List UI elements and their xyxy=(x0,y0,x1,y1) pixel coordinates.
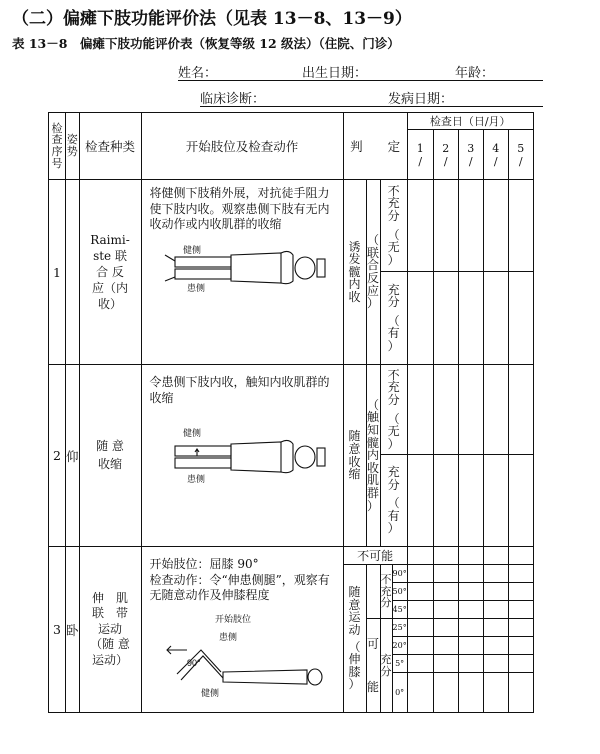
date-column-1[interactable]: 1 / xyxy=(407,130,433,180)
row-1-judge-main: 诱 发 髋 内 收 xyxy=(343,180,366,365)
date-column-5[interactable]: 5 / xyxy=(508,130,533,180)
row-3-judge-header: 不可能 xyxy=(343,547,407,565)
row-3-angle-20: 20° xyxy=(392,637,407,655)
row-3-cell-h3[interactable] xyxy=(458,673,483,713)
header-judgement: 判 定 xyxy=(343,113,407,180)
row-3-cell-b3[interactable] xyxy=(458,565,483,583)
svg-text:患侧: 患侧 xyxy=(187,282,206,293)
diagnosis-underline xyxy=(200,106,543,107)
row-1-action: 将健侧下肢稍外展，对抗徒手阻力使下肢内收。观察患侧下肢有无内收动作或内收肌群的收缩 健侧 患侧 xyxy=(141,180,343,365)
date-column-4[interactable]: 4 / xyxy=(483,130,508,180)
row-3-cell-g3[interactable] xyxy=(458,655,483,673)
row-3-cell-4[interactable] xyxy=(483,547,508,565)
row-3-cell-g2[interactable] xyxy=(433,655,458,673)
row-3-type: 伸 肌 联 带 运动 （随 意 运动） xyxy=(79,547,141,713)
svg-text:患侧: 患侧 xyxy=(187,474,206,485)
row-3-cell-d5[interactable] xyxy=(508,601,533,619)
row-1-cell-5[interactable] xyxy=(508,180,533,272)
row-3-cell-b5[interactable] xyxy=(508,565,533,583)
row-3-angle-5: 5° xyxy=(392,655,407,673)
row-2-cell-2[interactable] xyxy=(433,365,458,455)
row-3-judge-possible: 可 能 xyxy=(366,619,380,713)
row-3-posture: 卧 xyxy=(66,547,80,713)
row-2-action: 令患侧下肢内收，触知内收肌群的收缩 健侧 患侧 xyxy=(141,365,343,547)
row-3-angle-25: 25° xyxy=(392,619,407,637)
header-seq: 检 查 序 号 xyxy=(49,113,66,180)
row-2-cell-4[interactable] xyxy=(483,365,508,455)
row-3-cell-g1[interactable] xyxy=(407,655,433,673)
row-3-cell-b2[interactable] xyxy=(433,565,458,583)
row-1-cell-1[interactable] xyxy=(407,180,433,272)
row-3-angle-45: 45° xyxy=(392,601,407,619)
table-row xyxy=(49,365,534,455)
row-3-cell-b1[interactable] xyxy=(407,565,433,583)
row-3-cell-f1[interactable] xyxy=(407,637,433,655)
row-2-cell-1[interactable] xyxy=(407,365,433,455)
row-2b-cell-3[interactable] xyxy=(458,455,483,547)
row-1b-cell-5[interactable] xyxy=(508,272,533,365)
name-label: 姓名： xyxy=(178,66,218,81)
row-3-number: 3 xyxy=(49,547,66,713)
header-type: 检查种类 xyxy=(79,113,141,180)
row-2-judge-paren: （ 触 知 髋 内 收 肌 群 ） xyxy=(366,365,380,547)
row-2-posture: 仰 xyxy=(66,365,80,547)
row-3-cell-f5[interactable] xyxy=(508,637,533,655)
row-3-cell-1[interactable] xyxy=(407,547,433,565)
row-1-cell-2[interactable] xyxy=(433,180,458,272)
row-3-cell-e3[interactable] xyxy=(458,619,483,637)
row-3-cell-2[interactable] xyxy=(433,547,458,565)
row-2-type: 随 意 收缩 xyxy=(79,365,141,547)
svg-text:患侧: 患侧 xyxy=(219,631,238,642)
row-1b-cell-3[interactable] xyxy=(458,272,483,365)
row-3-cell-d1[interactable] xyxy=(407,601,433,619)
row-3-judge-main: 随 意 运 动 （ 伸 膝 ） xyxy=(343,565,366,713)
row-3-cell-f3[interactable] xyxy=(458,637,483,655)
row-1-judge-paren: （ 联 合 反 应 ） xyxy=(366,180,380,365)
svg-text:健侧: 健侧 xyxy=(183,244,202,255)
row-3-cell-c2[interactable] xyxy=(433,583,458,601)
header-posture: 姿 势 xyxy=(66,113,80,180)
row-1-cell-3[interactable] xyxy=(458,180,483,272)
row-3-judge-blank xyxy=(366,565,380,619)
row-3-cell-c5[interactable] xyxy=(508,583,533,601)
row-3-angle-50: 50° xyxy=(392,583,407,601)
row-2-grade-sufficient: 充 分 （ 有 ） xyxy=(380,455,407,547)
row-1-number: 1 xyxy=(49,180,66,365)
evaluation-table xyxy=(48,112,534,713)
row-3-cell-f2[interactable] xyxy=(433,637,458,655)
birth-date-label: 出生日期： xyxy=(302,66,368,81)
row-3-cell-3[interactable] xyxy=(458,547,483,565)
row-3-cell-e4[interactable] xyxy=(483,619,508,637)
table-caption: 表 13－8 偏瘫下肢功能评价表（恢复等级 12 级法）（住院、门诊） xyxy=(12,36,400,51)
row-3-cell-c1[interactable] xyxy=(407,583,433,601)
row-3-cell-h2[interactable] xyxy=(433,673,458,713)
row-1-grade-insufficient: 不 充 分 （ 无 ） xyxy=(380,180,407,272)
row-1b-cell-1[interactable] xyxy=(407,272,433,365)
row-3-cell-f4[interactable] xyxy=(483,637,508,655)
row-3-cell-b4[interactable] xyxy=(483,565,508,583)
row-3-cell-g5[interactable] xyxy=(508,655,533,673)
knee-flexion-figure-icon xyxy=(157,610,327,698)
row-3-angle-90: 90° xyxy=(392,565,407,583)
row-3-cell-h4[interactable] xyxy=(483,673,508,713)
row-3-cell-e2[interactable] xyxy=(433,619,458,637)
row-3-judge-sufficient: 充 分 xyxy=(380,619,392,713)
row-3-judge-insufficient: 不 充 分 xyxy=(380,565,392,619)
diagnosis-label: 临床诊断： xyxy=(200,92,266,107)
row-2-number: 2 xyxy=(49,365,66,547)
svg-text:90°: 90° xyxy=(187,657,201,668)
row-3-cell-5[interactable] xyxy=(508,547,533,565)
row-3-cell-c3[interactable] xyxy=(458,583,483,601)
row-2b-cell-4[interactable] xyxy=(483,455,508,547)
row-1-type: Raimi- ste 联 合 反 应（内 收） xyxy=(79,180,141,365)
svg-text:开始肢位: 开始肢位 xyxy=(215,613,252,624)
row-3-cell-h1[interactable] xyxy=(407,673,433,713)
row-2-judge-main: 随 意 收 缩 xyxy=(343,365,366,547)
row-3-action: 开始肢位：屈膝 90° 检查动作：令“伸患侧腿”，观察有无随意动作及伸膝程度 开始肢位 患侧 90° 健侧 xyxy=(141,547,343,713)
row-2b-cell-1[interactable] xyxy=(407,455,433,547)
row-3-cell-d4[interactable] xyxy=(483,601,508,619)
row-3-cell-g4[interactable] xyxy=(483,655,508,673)
supine-legs-figure-icon xyxy=(157,420,327,484)
svg-text:健侧: 健侧 xyxy=(183,428,202,439)
row-3-cell-e1[interactable] xyxy=(407,619,433,637)
header-check-dates: 检查日（日/月） xyxy=(407,113,533,130)
row-2-cell-3[interactable] xyxy=(458,365,483,455)
date-column-3[interactable]: 3 / xyxy=(458,130,483,180)
row-3-angle-0: 0° xyxy=(392,673,407,713)
row-1b-cell-2[interactable] xyxy=(433,272,458,365)
row-1-posture xyxy=(66,180,80,365)
row-2-grade-insufficient: 不 充 分 （ 无 ） xyxy=(380,365,407,455)
age-label: 年龄： xyxy=(455,66,495,81)
row-1-grade-sufficient: 充 分 （ 有 ） xyxy=(380,272,407,365)
row-3-cell-e5[interactable] xyxy=(508,619,533,637)
row-2b-cell-5[interactable] xyxy=(508,455,533,547)
supine-legs-figure-icon xyxy=(157,233,327,293)
row-3-cell-h5[interactable] xyxy=(508,673,533,713)
page-title: （二）偏瘫下肢功能评价法（见表 13－8、13－9） xyxy=(12,9,412,29)
row-2b-cell-2[interactable] xyxy=(433,455,458,547)
table-row xyxy=(49,547,534,565)
date-column-2[interactable]: 2 / xyxy=(433,130,458,180)
row-1-cell-4[interactable] xyxy=(483,180,508,272)
row-1b-cell-4[interactable] xyxy=(483,272,508,365)
row-3-cell-d2[interactable] xyxy=(433,601,458,619)
svg-text:健侧: 健侧 xyxy=(201,687,220,698)
row-2-cell-5[interactable] xyxy=(508,365,533,455)
row-3-cell-c4[interactable] xyxy=(483,583,508,601)
onset-date-label: 发病日期： xyxy=(388,92,454,107)
table-row xyxy=(49,180,534,272)
row-3-cell-d3[interactable] xyxy=(458,601,483,619)
header-start-position: 开始肢位及检查动作 xyxy=(141,113,343,180)
